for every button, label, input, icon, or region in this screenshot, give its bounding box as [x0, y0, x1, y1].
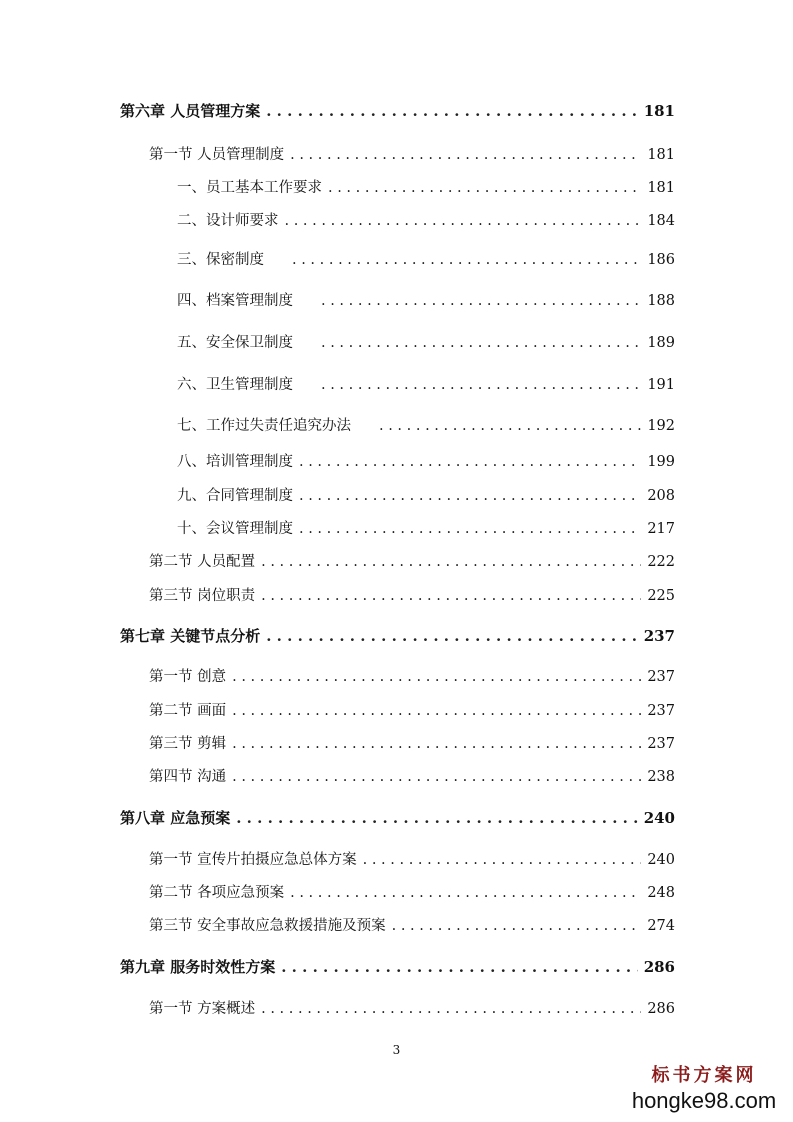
toc-entry-label: 第二节 画面 [149, 703, 227, 719]
toc-leader-dots [266, 101, 637, 121]
toc-leader-dots [261, 586, 641, 606]
toc-entry-label: 八、培训管理制度 [177, 454, 293, 470]
toc-entry-label: 第七章 关键节点分析 [120, 627, 261, 645]
toc-entry-label: 第一节 方案概述 [149, 1001, 256, 1017]
toc-entry-label: 第六章 人员管理方案 [120, 102, 261, 120]
toc-entry-label: 第四节 沟通 [149, 769, 227, 785]
toc-entry-label: 第三节 岗位职责 [149, 588, 256, 604]
watermark-logo [629, 1064, 779, 1114]
toc-leader-dots [236, 808, 637, 828]
toc-chapter-entry[interactable] [120, 626, 675, 646]
toc-subsection-entry[interactable] [177, 452, 675, 472]
watermark-url: hongke98.com [631, 1088, 777, 1113]
toc-entry-label: 第二节 人员配置 [149, 554, 256, 570]
toc-leader-dots [285, 211, 642, 231]
toc-subsection-entry[interactable] [177, 375, 675, 395]
toc-section-entry[interactable] [149, 667, 675, 687]
toc-subsection-entry[interactable] [177, 178, 675, 198]
toc-entry-page: 274 [647, 918, 675, 934]
toc-entry-page: 240 [647, 852, 675, 868]
toc-entry-label: 九、合同管理制度 [177, 488, 293, 504]
toc-leader-dots [363, 850, 642, 870]
toc-entry-page: 191 [647, 377, 675, 393]
toc-section-entry[interactable] [149, 701, 675, 721]
toc-entry-page: 186 [647, 252, 675, 268]
toc-leader-dots [392, 916, 642, 936]
toc-leader-dots [321, 333, 641, 353]
toc-entry-label: 三、保密制度 [177, 252, 264, 268]
toc-entry-page: 188 [647, 293, 675, 309]
toc-entry-page: 208 [647, 488, 675, 504]
toc-subsection-entry[interactable] [177, 486, 675, 506]
toc-entry-page: 184 [647, 213, 675, 229]
toc-entry-label: 四、档案管理制度 [177, 293, 293, 309]
toc-entry-page: 240 [643, 809, 675, 827]
toc-leader-dots [232, 667, 641, 687]
toc-entry-label: 第九章 服务时效性方案 [120, 958, 276, 976]
toc-entry-label: 第一节 人员管理制度 [149, 147, 285, 163]
toc-entry-label: 六、卫生管理制度 [177, 377, 293, 393]
toc-leader-dots [379, 416, 641, 436]
toc-section-entry[interactable] [149, 916, 675, 936]
toc-entry-page: 238 [647, 769, 675, 785]
page-number: 3 [392, 1043, 401, 1057]
watermark-title: 标书方案网 [651, 1065, 757, 1086]
toc-entry-label: 二、设计师要求 [177, 213, 279, 229]
toc-entry-label: 十、会议管理制度 [177, 521, 293, 537]
toc-entry-page: 237 [647, 736, 675, 752]
toc-entry-page: 192 [647, 418, 675, 434]
toc-section-entry[interactable] [149, 999, 675, 1019]
toc-entry-page: 237 [647, 669, 675, 685]
toc-entry-label: 第八章 应急预案 [120, 809, 231, 827]
toc-entry-page: 225 [647, 588, 675, 604]
toc-section-entry[interactable] [149, 734, 675, 754]
toc-entry-label: 第三节 安全事故应急救援措施及预案 [149, 918, 386, 934]
toc-leader-dots [321, 291, 641, 311]
toc-section-entry[interactable] [149, 883, 675, 903]
toc-leader-dots [281, 957, 637, 977]
toc-entry-label: 第一节 宣传片拍摄应急总体方案 [149, 852, 357, 868]
toc-subsection-entry[interactable] [177, 250, 675, 270]
toc-leader-dots [292, 250, 641, 270]
toc-entry-page: 217 [647, 521, 675, 537]
toc-subsection-entry[interactable] [177, 519, 675, 539]
toc-entry-page: 189 [647, 335, 675, 351]
toc-subsection-entry[interactable] [177, 333, 675, 353]
toc-entry-page: 237 [643, 627, 675, 645]
toc-subsection-entry[interactable] [177, 291, 675, 311]
toc-entry-label: 一、员工基本工作要求 [177, 180, 322, 196]
toc-leader-dots [290, 883, 641, 903]
toc-entry-page: 181 [647, 180, 675, 196]
toc-entry-label: 七、工作过失责任追究办法 [177, 418, 351, 434]
toc-entry-label: 五、安全保卫制度 [177, 335, 293, 351]
toc-entry-label: 第二节 各项应急预案 [149, 885, 285, 901]
toc-section-entry[interactable] [149, 767, 675, 787]
toc-entry-page: 248 [647, 885, 675, 901]
toc-entry-label: 第三节 剪辑 [149, 736, 227, 752]
toc-entry-page: 237 [647, 703, 675, 719]
toc-entry-label: 第一节 创意 [149, 669, 227, 685]
toc-section-entry[interactable] [149, 850, 675, 870]
toc-leader-dots [232, 701, 641, 721]
toc-leader-dots [299, 486, 641, 506]
toc-entry-page: 181 [643, 102, 675, 120]
toc-chapter-entry[interactable] [120, 808, 675, 828]
toc-entry-page: 222 [647, 554, 675, 570]
toc-leader-dots [261, 552, 641, 572]
toc-leader-dots [299, 519, 641, 539]
toc-entry-page: 286 [643, 958, 675, 976]
toc-entry-page: 286 [647, 1001, 675, 1017]
toc-leader-dots [290, 145, 641, 165]
toc-entry-page: 199 [647, 454, 675, 470]
toc-leader-dots [328, 178, 641, 198]
toc-leader-dots [266, 626, 637, 646]
toc-section-entry[interactable] [149, 552, 675, 572]
toc-leader-dots [232, 734, 641, 754]
toc-section-entry[interactable] [149, 145, 675, 165]
toc-subsection-entry[interactable] [177, 416, 675, 436]
toc-subsection-entry[interactable] [177, 211, 675, 231]
toc-section-entry[interactable] [149, 586, 675, 606]
toc-leader-dots [299, 452, 641, 472]
toc-leader-dots [321, 375, 641, 395]
toc-entry-page: 181 [647, 147, 675, 163]
toc-leader-dots [232, 767, 641, 787]
toc-leader-dots [261, 999, 641, 1019]
toc-chapter-entry[interactable] [120, 101, 675, 121]
toc-chapter-entry[interactable] [120, 957, 675, 977]
